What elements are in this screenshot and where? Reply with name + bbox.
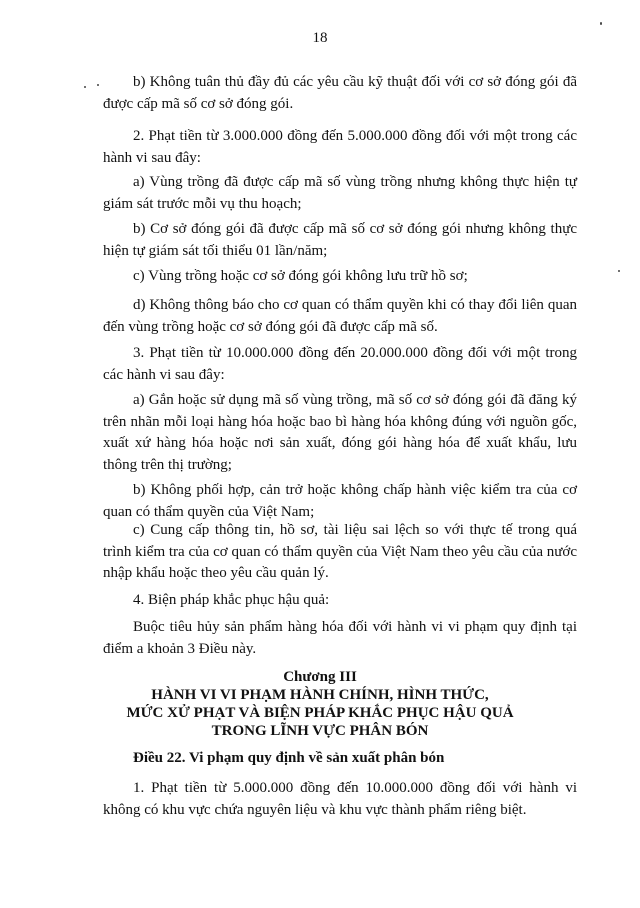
chapter-title-line: MỨC XỬ PHẠT VÀ BIỆN PHÁP KHẮC PHỤC HẬU QUẢ bbox=[126, 705, 514, 721]
paragraph: a) Vùng trồng đã được cấp mã số vùng trồng nhưng không thực hiện tự giám sát trước mỗi vụ thu hoạch; bbox=[103, 174, 577, 212]
paragraph: c) Cung cấp thông tin, hồ sơ, tài liệu sai lệch so với thực tế trong quá trình kiểm tra của cơ quan có thẩm quyền của Việt Nam theo yêu cầu của nước nhập khẩu hoặc theo yêu cầu quản lý. bbox=[103, 522, 577, 581]
paragraph: 2. Phạt tiền từ 3.000.000 đồng đến 5.000.000 đồng đối với một trong các hành vi sau đây: bbox=[103, 128, 577, 166]
paragraph: b) Không tuân thủ đầy đủ các yêu cầu kỹ thuật đối với cơ sở đóng gói đã được cấp mã số cơ sở đóng gói. bbox=[103, 74, 577, 112]
paragraph: b) Không phối hợp, cản trở hoặc không chấp hành việc kiểm tra của cơ quan có thẩm quyền của Việt Nam; bbox=[103, 482, 577, 520]
article-heading: Điều 22. Vi phạm quy định về sản xuất phân bón bbox=[133, 750, 445, 766]
paragraph: Buộc tiêu hủy sản phẩm hàng hóa đối với hành vi vi phạm quy định tại điểm a khoản 3 Điều này. bbox=[103, 619, 577, 657]
scan-speck bbox=[600, 22, 602, 25]
chapter-title-line: HÀNH VI VI PHẠM HÀNH CHÍNH, HÌNH THỨC, bbox=[151, 687, 489, 703]
scan-speck bbox=[97, 84, 99, 86]
paragraph: 3. Phạt tiền từ 10.000.000 đồng đến 20.000.000 đồng đối với một trong các hành vi sau đây: bbox=[103, 345, 577, 383]
paragraph: 4. Biện pháp khắc phục hậu quả: bbox=[133, 592, 330, 608]
scan-speck bbox=[618, 270, 620, 272]
page-number: 18 bbox=[312, 30, 328, 46]
paragraph: a) Gắn hoặc sử dụng mã số vùng trồng, mã số cơ sở đóng gói đã đăng ký trên nhãn mỗi loại hàng hóa hoặc bao bì hàng hóa không đúng với nguồn gốc, xuất xứ hàng hóa hoặc nơi sản xuất, đóng gói hàng hóa để xuất khẩu, lưu thông trên thị trường; bbox=[103, 392, 577, 473]
chapter-number: Chương III bbox=[283, 669, 357, 685]
scan-speck bbox=[84, 86, 86, 88]
paragraph: 1. Phạt tiền từ 5.000.000 đồng đến 10.000.000 đồng đối với hành vi không có khu vực chứa nguyên liệu và khu vực thành phẩm riêng biệt. bbox=[103, 780, 577, 818]
paragraph: d) Không thông báo cho cơ quan có thẩm quyền khi có thay đổi liên quan đến vùng trồng hoặc cơ sở đóng gói đã được cấp mã số. bbox=[103, 297, 577, 335]
paragraph: b) Cơ sở đóng gói đã được cấp mã số cơ sở đóng gói nhưng không thực hiện tự giám sát tối thiểu 01 lần/năm; bbox=[103, 221, 577, 259]
paragraph: c) Vùng trồng hoặc cơ sở đóng gói không lưu trữ hồ sơ; bbox=[133, 268, 468, 284]
chapter-title-line: TRONG LĨNH VỰC PHÂN BÓN bbox=[211, 723, 429, 739]
